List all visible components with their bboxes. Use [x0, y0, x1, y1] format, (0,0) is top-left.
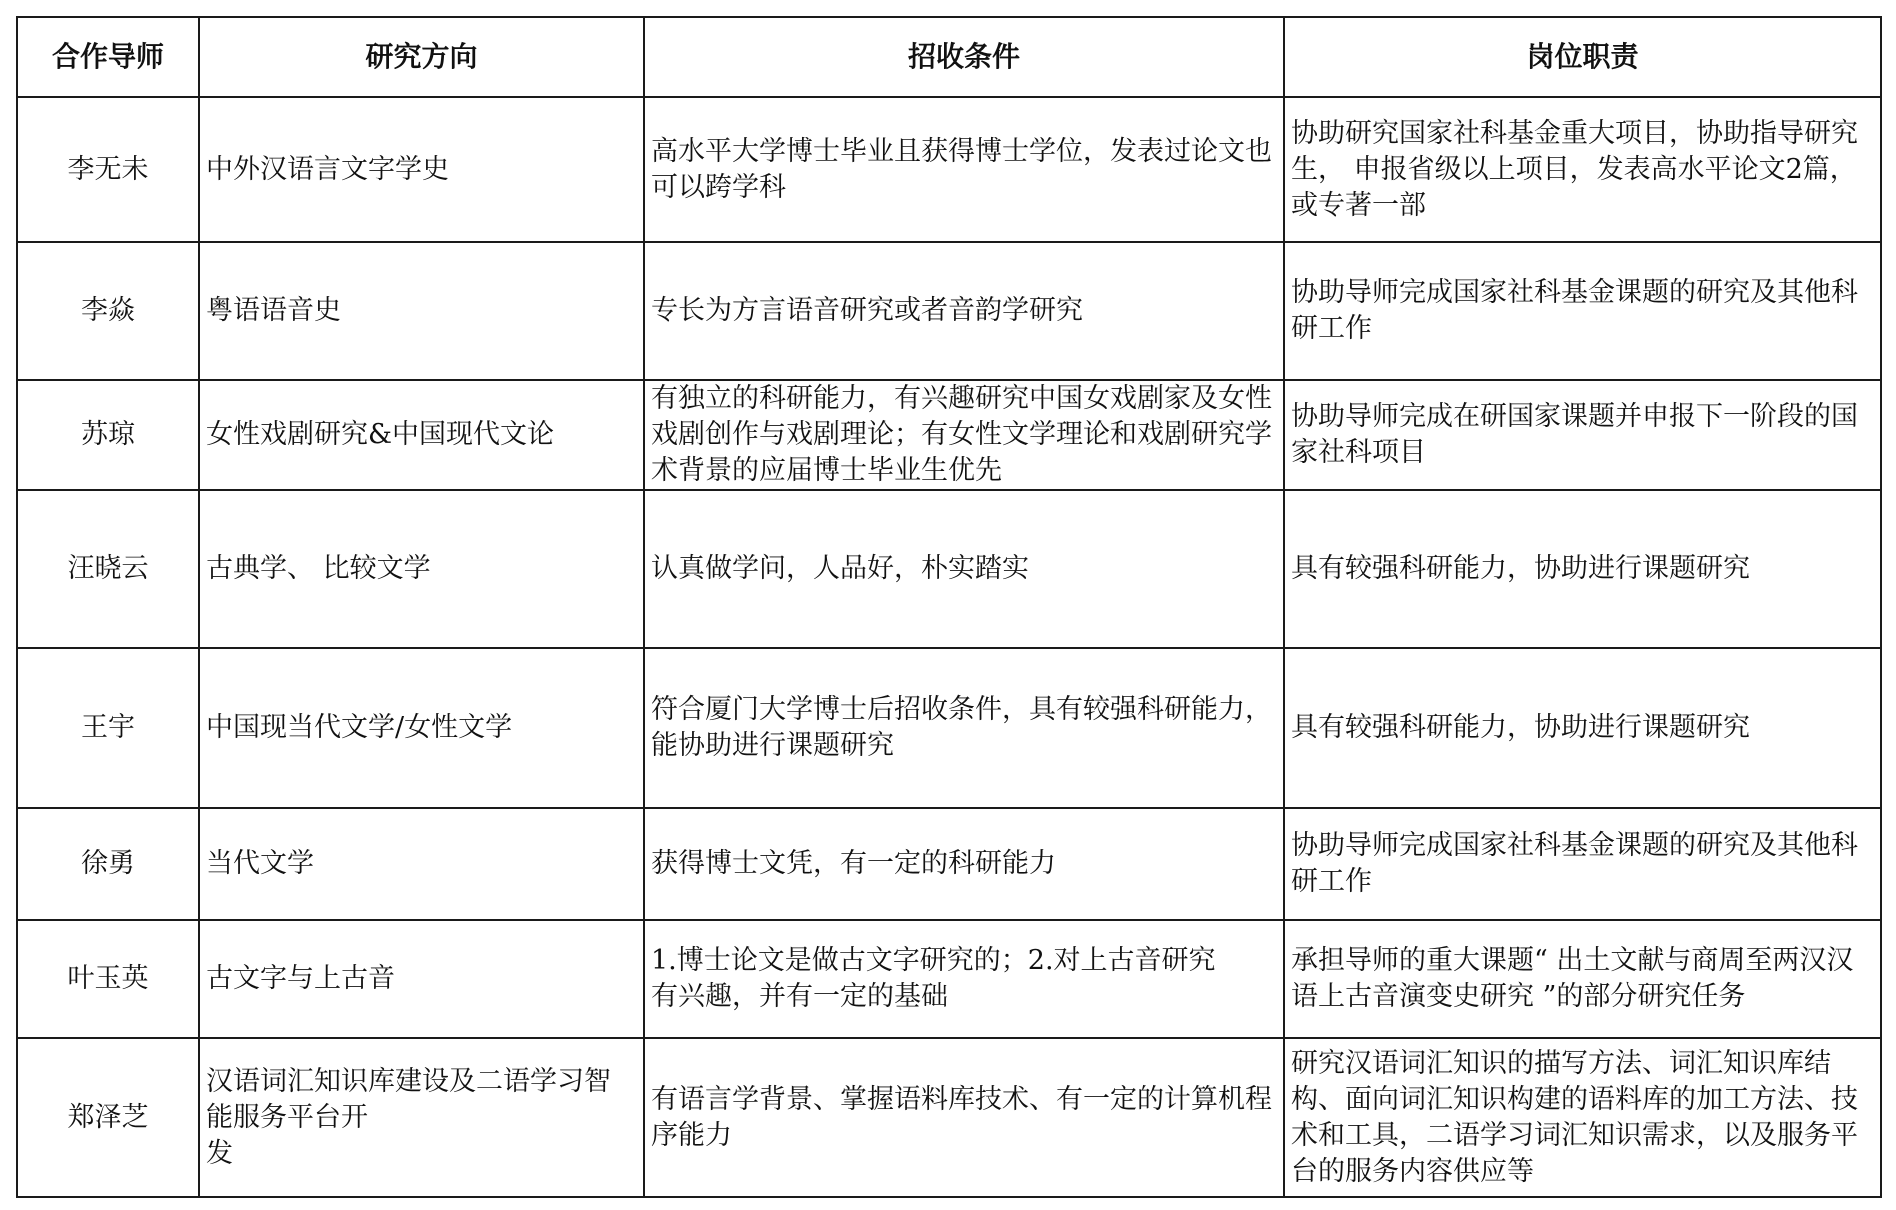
table-row	[17, 97, 1881, 242]
direction-cell: 当代文学	[199, 808, 644, 920]
mentor-cell: 李无未	[17, 97, 199, 242]
table-row	[17, 808, 1881, 920]
postdoc-mentor-table	[16, 16, 1882, 1198]
header-conditions: 招收条件	[644, 17, 1284, 97]
conditions-cell: 符合厦门大学博士后招收条件，具有较强科研能力，能协助进行课题研究	[644, 648, 1284, 808]
duties-cell: 具有较强科研能力，协助进行课题研究	[1284, 648, 1881, 808]
header-mentor: 合作导师	[17, 17, 199, 97]
header-direction: 研究方向	[199, 17, 644, 97]
mentor-cell: 王宇	[17, 648, 199, 808]
mentor-cell: 苏琼	[17, 380, 199, 490]
conditions-cell: 有语言学背景、掌握语料库技术、有一定的计算机程序能力	[644, 1038, 1284, 1197]
table-row	[17, 380, 1881, 490]
conditions-cell: 1.博士论文是做古文字研究的；2.对上古音研究 有兴趣，并有一定的基础	[644, 920, 1284, 1038]
conditions-cell: 高水平大学博士毕业且获得博士学位，发表过论文也可以跨学科	[644, 97, 1284, 242]
direction-cell: 古典学、 比较文学	[199, 490, 644, 648]
duties-cell: 研究汉语词汇知识的描写方法、词汇知识库结构、面向词汇知识构建的语料库的加工方法、技术和工具，二语学习词汇知识需求，以及服务平台的服务内容供应等	[1284, 1038, 1881, 1197]
direction-cell: 女性戏剧研究&中国现代文论	[199, 380, 644, 490]
duties-cell: 具有较强科研能力，协助进行课题研究	[1284, 490, 1881, 648]
table-row	[17, 1038, 1881, 1197]
duties-cell: 协助导师完成在研国家课题并申报下一阶段的国家社科项目	[1284, 380, 1881, 490]
table-row	[17, 490, 1881, 648]
duties-cell: 协助研究国家社科基金重大项目，协助指导研究生， 申报省级以上项目，发表高水平论文2篇，或专著一部	[1284, 97, 1881, 242]
mentor-cell: 徐勇	[17, 808, 199, 920]
mentor-cell: 郑泽芝	[17, 1038, 199, 1197]
mentor-cell: 李焱	[17, 242, 199, 380]
direction-cell: 古文字与上古音	[199, 920, 644, 1038]
conditions-cell: 获得博士文凭，有一定的科研能力	[644, 808, 1284, 920]
mentor-cell: 叶玉英	[17, 920, 199, 1038]
conditions-cell: 认真做学问，人品好，朴实踏实	[644, 490, 1284, 648]
direction-cell: 汉语词汇知识库建设及二语学习智能服务平台开 发	[199, 1038, 644, 1197]
conditions-cell: 专长为方言语音研究或者音韵学研究	[644, 242, 1284, 380]
table-row	[17, 242, 1881, 380]
mentor-cell: 汪晓云	[17, 490, 199, 648]
duties-cell: 承担导师的重大课题“ 出土文献与商周至两汉汉语上古音演变史研究 ”的部分研究任务	[1284, 920, 1881, 1038]
conditions-cell: 有独立的科研能力，有兴趣研究中国女戏剧家及女性戏剧创作与戏剧理论；有女性文学理论和戏剧研究学术背景的应届博士毕业生优先	[644, 380, 1284, 490]
direction-cell: 中国现当代文学/女性文学	[199, 648, 644, 808]
direction-cell: 中外汉语言文字学史	[199, 97, 644, 242]
table-row	[17, 920, 1881, 1038]
table-row	[17, 648, 1881, 808]
header-duties: 岗位职责	[1284, 17, 1881, 97]
header-row	[17, 17, 1881, 97]
direction-cell: 粤语语音史	[199, 242, 644, 380]
duties-cell: 协助导师完成国家社科基金课题的研究及其他科研工作	[1284, 808, 1881, 920]
duties-cell: 协助导师完成国家社科基金课题的研究及其他科研工作	[1284, 242, 1881, 380]
